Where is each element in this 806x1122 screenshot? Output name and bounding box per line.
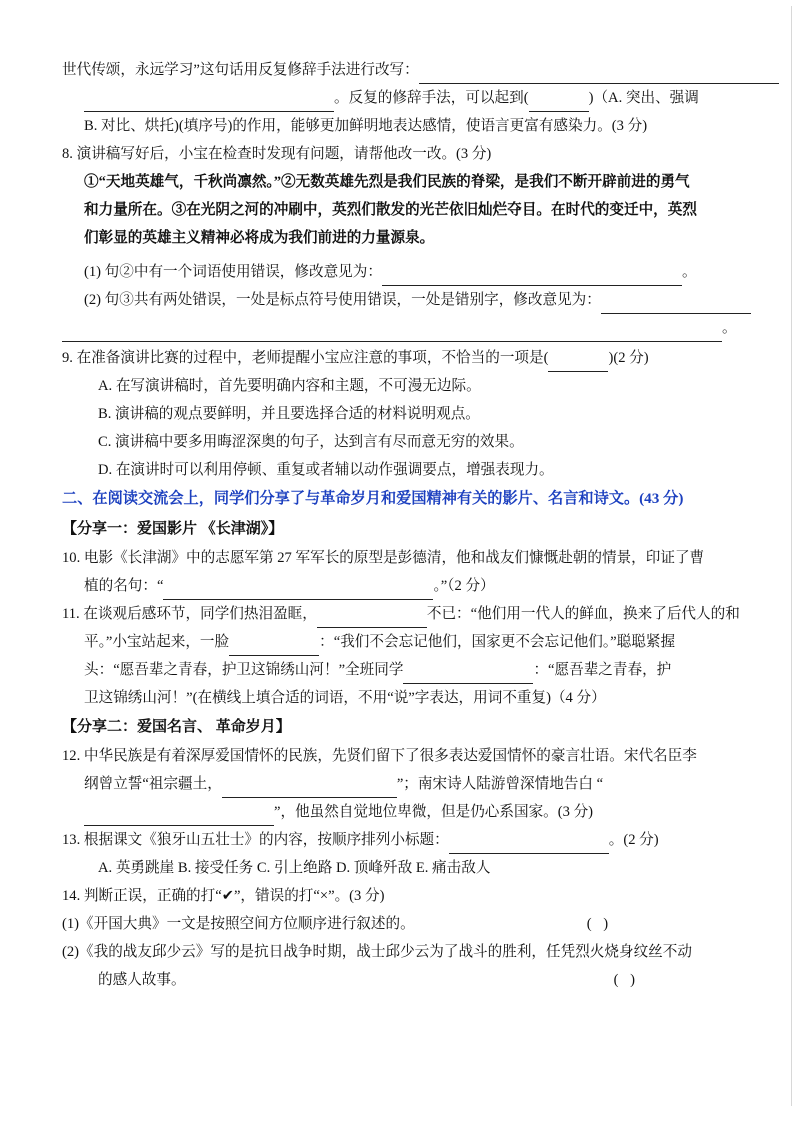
answer-blank[interactable] xyxy=(449,836,609,854)
question-8-passage-line1 xyxy=(62,168,744,196)
q11-text-a: 11. 在谈观后感环节，同学们热泪盈眶， xyxy=(62,606,317,622)
answer-blank[interactable] xyxy=(419,66,779,84)
q9-option-a-text: A. 在写演讲稿时，首先要明确内容和主题，不可漫无边际。 xyxy=(98,378,481,394)
q13-text-b: 。(2 分) xyxy=(608,832,659,848)
q14-sub1-text: (1)《开国大典》一文是按照空间方位顺序进行叙述的。 xyxy=(62,916,415,932)
q12-text-b: 纲曾立誓“祖宗疆土， xyxy=(84,776,222,792)
q13-options-text: A. 英勇跳崖 B. 接受任务 C. 引上绝路 D. 顶峰歼敌 E. 痛击敌人 xyxy=(98,860,491,876)
q9-tail: )(2 分) xyxy=(608,350,649,366)
q7-text-b: 。反复的修辞手法，可以起到( xyxy=(334,90,529,106)
q14-sub2-answer-box[interactable]: ( ) xyxy=(613,972,639,988)
q8-passage-c: 们彰显的英雄主义精神必将成为我们前进的力量源泉。 xyxy=(84,230,435,246)
share-one-text: 【分享一：爱国影片 《长津湖》】 xyxy=(62,521,284,537)
q14-label: 14. 判断正误，正确的打“✔”，错误的打“×”。(3 分) xyxy=(62,888,385,904)
q14-sub2-text-b: 的感人故事。 xyxy=(98,972,186,988)
question-14-sub2-line1 xyxy=(62,938,744,966)
question-11-line2 xyxy=(62,628,744,656)
question-14-stem xyxy=(62,882,744,910)
q7-text-a: 世代传颂，永远学习”这句话用反复修辞手法进行改写： xyxy=(62,62,419,78)
q10-text-b: 植的名句：“ xyxy=(84,578,164,594)
question-12-line1 xyxy=(62,742,744,770)
q8-label: 8. 演讲稿写好后，小宝在检查时发现有问题，请帮他改一改。(3 分) xyxy=(62,146,492,162)
share-one-heading xyxy=(62,514,744,544)
question-11-line1 xyxy=(62,600,744,628)
q12-text-a: 12. 中华民族是有着深厚爱国情怀的民族，先贤们留下了很多表达爱国情怀的豪言壮语。宋代名臣李 xyxy=(62,748,697,764)
question-8-passage-line2 xyxy=(62,196,744,224)
q10-text-a: 10. 电影《长津湖》中的志愿军第 27 军军长的原型是彭德清，他和战友们慷慨赴朝的情景，印证了曹 xyxy=(62,550,705,566)
q13-text-a: 13. 根据课文《狼牙山五壮士》的内容，按顺序排列小标题： xyxy=(62,832,449,848)
q11-text-c: 平。”小宝站起来，一脸 xyxy=(84,634,230,650)
answer-blank[interactable] xyxy=(529,94,589,112)
answer-blank[interactable] xyxy=(84,94,334,112)
q11-text-d: ：“我们不会忘记他们，国家更不会忘记他们。”聪聪紧握 xyxy=(319,634,676,650)
q14-sub1-answer-box[interactable]: ( ) xyxy=(586,916,613,932)
q12-text-d: ”，他虽然自觉地位卑微，但是仍心系国家。(3 分) xyxy=(274,804,594,820)
q7-text-c: )（A. 突出、强调 xyxy=(588,90,699,106)
question-13-stem xyxy=(62,826,744,854)
question-11-line4 xyxy=(62,684,744,712)
question-9-stem xyxy=(62,344,744,372)
q9-option-d-text: D. 在演讲时可以利用停顿、重复或者辅以动作强调要点，增强表现力。 xyxy=(98,462,554,478)
q8-sub2-end: 。 xyxy=(722,320,737,336)
answer-blank[interactable] xyxy=(229,638,319,656)
question-8-sub2-continued xyxy=(62,314,744,342)
q12-text-c: ”；南宋诗人陆游曾深情地告白 “ xyxy=(396,776,604,792)
q11-text-f: ：“愿吾辈之青春，护 xyxy=(533,662,672,678)
question-7-continued-line3 xyxy=(62,112,744,140)
question-9-option-a[interactable] xyxy=(62,372,744,400)
question-12-line2 xyxy=(62,770,744,798)
q11-text-g: 卫这锦绣山河！”(在横线上填合适的词语，不用“说”字表达，用词不重复)（4 分） xyxy=(84,690,606,706)
q7-text-d: B. 对比、烘托)(填序号)的作用，能够更加鲜明地表达感情，使语言更富有感染力。(3 分) xyxy=(84,118,648,134)
answer-blank[interactable] xyxy=(222,780,397,798)
answer-blank[interactable] xyxy=(382,268,682,286)
question-7-continued-line1 xyxy=(62,56,744,84)
q8-sub1-label: (1) 句②中有一个词语使用错误，修改意见为： xyxy=(84,264,382,280)
q14-sub2-text-a: (2)《我的战友邱少云》写的是抗日战争时期，战士邱少云为了战斗的胜利，任凭烈火烧身纹丝不动 xyxy=(62,944,692,960)
q8-passage-b: 和力量所在。③在光阴之河的冲刷中，英烈们散发的光芒依旧灿烂夺目。在时代的变迁中，英烈 xyxy=(84,202,697,218)
q9-option-c-text: C. 演讲稿中要多用晦涩深奥的句子，达到言有尽而意无穷的效果。 xyxy=(98,434,524,450)
section-two-text: 二、在阅读交流会上，同学们分享了与革命岁月和爱国精神有关的影片、名言和诗文。(43 分) xyxy=(62,490,684,507)
share-two-heading xyxy=(62,712,744,742)
answer-blank[interactable] xyxy=(317,610,427,628)
answer-blank[interactable] xyxy=(62,324,722,342)
question-8-passage-line3 xyxy=(62,224,744,252)
answer-blank[interactable] xyxy=(403,666,533,684)
answer-blank[interactable] xyxy=(163,582,433,600)
question-11-line3 xyxy=(62,656,744,684)
question-12-line3 xyxy=(62,798,744,826)
q9-label: 9. 在准备演讲比赛的过程中，老师提醒小宝应注意的事项，不恰当的一项是( xyxy=(62,350,549,366)
question-7-continued-line2 xyxy=(62,84,744,112)
question-8-stem xyxy=(62,140,744,168)
q8-sub2-label: (2) 句③共有两处错误，一处是标点符号使用错误，一处是错别字，修改意见为： xyxy=(84,292,601,308)
q11-text-b: 不已：“他们用一代人的鲜血，换来了后代人的和 xyxy=(426,606,740,622)
q11-text-e: 头：“愿吾辈之青春，护卫这锦绣山河！”全班同学 xyxy=(84,662,404,678)
question-13-options[interactable] xyxy=(62,854,744,882)
share-two-text: 【分享二：爱国名言、 革命岁月】 xyxy=(62,719,291,735)
q8-passage-a: ①“天地英雄气，千秋尚凛然。”②无数英雄先烈是我们民族的脊梁，是我们不断开辟前进的勇气 xyxy=(84,174,690,190)
section-two-heading xyxy=(62,484,744,514)
question-9-option-b[interactable] xyxy=(62,400,744,428)
answer-blank[interactable] xyxy=(601,296,751,314)
question-14-sub1 xyxy=(62,910,744,938)
page-edge-line xyxy=(791,6,792,1106)
question-14-sub2-line2 xyxy=(62,966,744,994)
q8-sub1-end: 。 xyxy=(681,264,697,280)
question-10-line2 xyxy=(62,572,744,600)
answer-blank[interactable] xyxy=(548,354,608,372)
question-9-option-d[interactable] xyxy=(62,456,744,484)
q9-option-b-text: B. 演讲稿的观点要鲜明，并且要选择合适的材料说明观点。 xyxy=(98,406,480,422)
question-10-line1 xyxy=(62,544,744,572)
question-8-sub2 xyxy=(62,286,744,314)
question-8-sub1 xyxy=(62,258,744,286)
q10-text-c: 。”（2 分） xyxy=(433,578,495,594)
question-9-option-c[interactable] xyxy=(62,428,744,456)
answer-blank[interactable] xyxy=(84,808,274,826)
